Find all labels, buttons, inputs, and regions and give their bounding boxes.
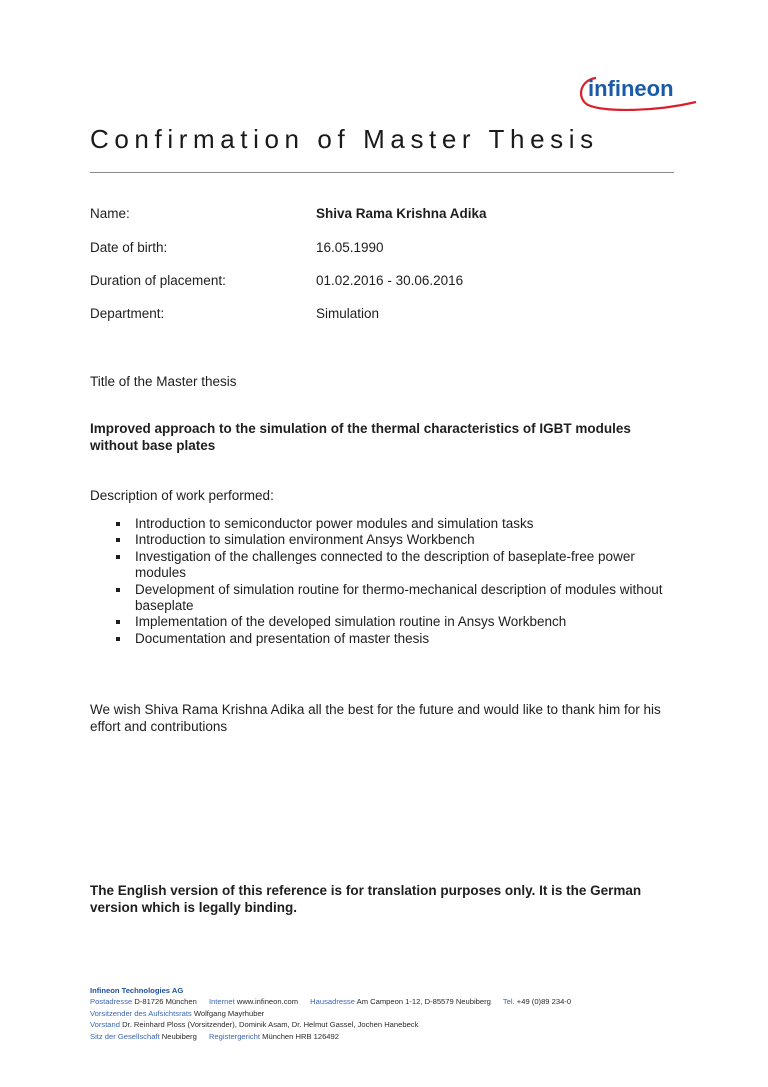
footer-postadresse-label: Postadresse [90, 997, 133, 1007]
footer-hausadresse-label: Hausadresse [310, 997, 355, 1007]
work-heading: Description of work performed: [90, 488, 274, 503]
footer-board-value: Wolfgang Mayrhuber [193, 1008, 265, 1018]
list-item: Introduction to simulation environment Ansys Workbench [116, 532, 676, 548]
disclaimer-text: The English version of this reference is for translation purposes only. It is the German version which is legally binding. [90, 883, 642, 915]
department-value: Simulation [316, 306, 380, 321]
list-item: Documentation and presentation of master thesis [116, 631, 676, 647]
footer-board-label: Vorsitzender des Aufsichtsrats [90, 1008, 192, 1018]
infineon-logo [574, 72, 704, 116]
footer-sitz-value: Neubiberg [161, 1031, 197, 1041]
list-item: Implementation of the developed simulation routine in Ansys Workbench [116, 614, 676, 630]
footer-internet-label: Internet [208, 997, 235, 1007]
dob-value: 16.05.1990 [316, 240, 384, 255]
list-item: Development of simulation routine for thermo-mechanical description of modules without baseplate [116, 582, 676, 615]
thesis-heading: Title of the Master thesis [90, 374, 237, 389]
footer-register-label: Registergericht [208, 1031, 261, 1041]
duration-value: 01.02.2016 - 30.06.2016 [316, 273, 464, 288]
footer-vorstand-value: Dr. Reinhard Ploss (Vorsitzender), Dominik Asam, Dr. Helmut Gassel, Jochen Hanebeck [122, 1020, 419, 1030]
duration-label: Duration of placement: [90, 273, 226, 288]
footer-vorstand-label: Vorstand [90, 1020, 120, 1030]
name-label: Name: [90, 206, 130, 221]
page-title: Confirmation of Master Thesis [90, 124, 599, 154]
list-item: Introduction to semiconductor power modules and simulation tasks [116, 516, 676, 532]
thesis-title: Improved approach to the simulation of the thermal characteristics of IGBT modules without base plates [90, 421, 631, 453]
work-list [116, 516, 676, 647]
footer-tel-label: Tel. [502, 997, 515, 1007]
footer-sitz-label: Sitz der Gesellschaft [90, 1031, 160, 1041]
list-item: Investigation of the challenges connected to the description of baseplate-free power modules [116, 549, 676, 582]
department-label: Department: [90, 306, 165, 321]
footer-tel-value: +49 (0)89 234-0 [516, 997, 572, 1007]
name-value: Shiva Rama Krishna Adika [316, 206, 487, 221]
closing-text: We wish Shiva Rama Krishna Adika all the best for the future and would like to thank him for his effort and contributions [90, 702, 661, 734]
company-footer [90, 985, 690, 1042]
footer-company: Infineon Technologies AG [90, 986, 184, 995]
title-divider [90, 172, 674, 173]
footer-internet-value: www.infineon.com [236, 997, 299, 1007]
footer-postadresse-value: D-81726 München [134, 997, 197, 1007]
dob-label: Date of birth: [90, 240, 168, 255]
footer-register-value: München HRB 126492 [262, 1031, 339, 1041]
logo-wordmark: infineon [588, 76, 674, 101]
footer-hausadresse-value: Am Campeon 1-12, D-85579 Neubiberg [356, 997, 491, 1007]
